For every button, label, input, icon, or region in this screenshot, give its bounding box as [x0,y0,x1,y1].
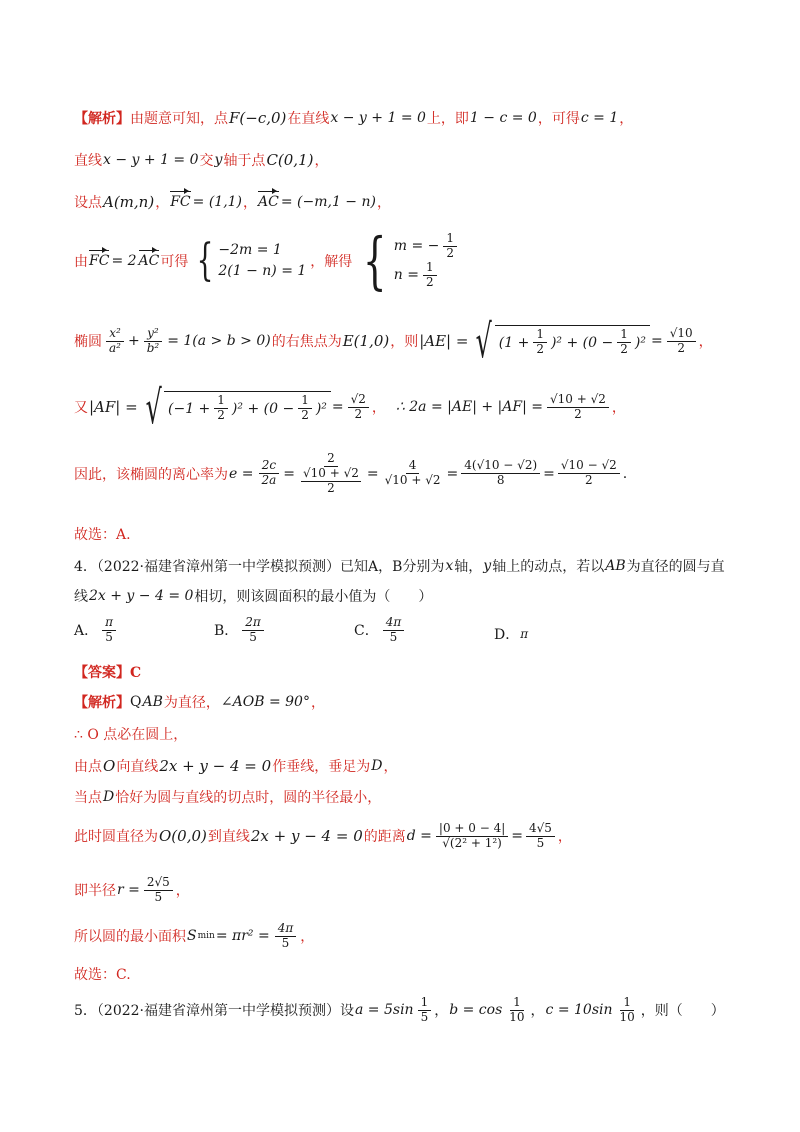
sol3-line2: 直线 x − y + 1 = 0 交 y 轴于点 C(0,1) ， [74,151,329,169]
q4-sol-line2: ∴ O 点必在圆上， [74,727,188,743]
q4-answer-label: 【答案】C [74,665,142,681]
q4-sol-line7: 所以圆的最小面积 S min = πr² = $\frac{4\pi}{5}$ ， [74,921,315,950]
q4-sol-line5: 此时圆直径为 O(0,0) 到直线 2x + y − 4 = 0 的距离 d = $\frac{|0 + 0 - 4|}{\text{√(2² + 1²)}}$ = $\frac{4√5}{5}$ ， [74,821,572,850]
q4-sol-line4: 当点 D 恰好为圆与直线的切点时，圆的半径最小， [74,789,382,806]
sol3-line5: 椭圆 $\frac{\text{x²}}{\text{a²}}$ + $\frac{\text{y²}}{\text{b²}}$ = 1(a > b > 0) 的右焦点为 E(1,0) ，则 |AE| = √ (1 + $\frac{1}{2}$ )² + (0 − $\frac{1}{2}$ )² = $\frac{√10}{2}$ ， [74,314,713,368]
q4-sol-line6: 即半径 r = $\frac{2√5}{5}$ ， [74,875,190,904]
sol3-line7: 因此，该椭圆的离心率为 e = $\frac{2c}{2a}$ = 2 √10 + √2 2 = $\frac{4}{√10 + √2}$ = $\frac{4(√10 - √2)}{8}$ = $\frac{√10 - √2}{2}$ . [74,451,628,495]
q4-option-d[interactable]: D． π [494,627,529,643]
q4-option-b[interactable]: B． $\frac{2\pi}{5}$ [214,616,268,645]
sol3-answer: 故选：A. [74,527,131,543]
q4-option-a[interactable]: A． $\frac{\pi}{5}$ [74,616,120,645]
vector-ac: AC [258,194,279,210]
q4-option-c[interactable]: C． $\frac{4\pi}{5}$ [354,616,408,645]
q4-sol-line1: 【解析】 Q AB 为直径， ∠AOB = 90° ， [74,694,325,711]
sol3-line1: 【解析】 由题意可知，点 F(−c,0) 在直线 x − y + 1 = 0 上，即 1 − c = 0 ，可得 c = 1 ， [74,109,634,127]
radical: √ (1 + $\frac{1}{2}$ )² + (0 − $\frac{1}{2}$ )² [469,318,650,364]
equation-system: { −2m = 1 2(1 − n) = 1 [196,235,307,286]
solution-system: { m = − $\frac{1}{2}$ n = $\frac{1}{2}$ [355,230,460,292]
q4-stem-line1: 4．（2022·福建省漳州第一中学模拟预测）已知A，B分别为 x 轴， y 轴上的动点，若以 AB 为直径的圆与直 [74,558,725,575]
analysis-tag: 【解析】 [74,111,130,127]
vector-fc: FC [170,194,191,210]
analysis-tag: 【解析】 [74,695,130,711]
sol3-line6: 又 |AF| = √ (−1 + $\frac{1}{2}$ )² + (0 − $\frac{1}{2}$ )² = $\frac{√2}{2}$ ， ∴ 2a = |AE| + |AF| = $\frac{√10 + √2}{2}$ ， [74,380,626,434]
q5-stem: 5．（2022·福建省漳州第一中学模拟预测）设 a = 5sin $\frac{1}{5}$ ， b = cos $\frac{1}{10}$ ， c = 10sin $\frac{1}{10}$ ，则（ ） [74,995,725,1024]
sol3-line3: 设点 A(m,n) ， FC = (1,1) ， AC = (−m,1 − n) ， [74,193,391,211]
sol3-line4: 由 FC = 2 AC 可得 { −2m = 1 2(1 − n) = 1 ，解得 { m = − $\frac{1}{2}$ n = $\frac{1}{2}$ [74,230,463,292]
q4-sol-line3: 由点 O 向直线 2x + y − 4 = 0 作垂线，垂足为 D ， [74,757,398,775]
q4-stem-line2: 线 2x + y − 4 = 0 相切，则该圆面积的最小值为（ ） [74,588,433,605]
radical: √ (−1 + $\frac{1}{2}$ )² + (0 − $\frac{1}{2}$ )² [139,384,331,430]
q4-sol-answer: 故选：C. [74,967,131,983]
